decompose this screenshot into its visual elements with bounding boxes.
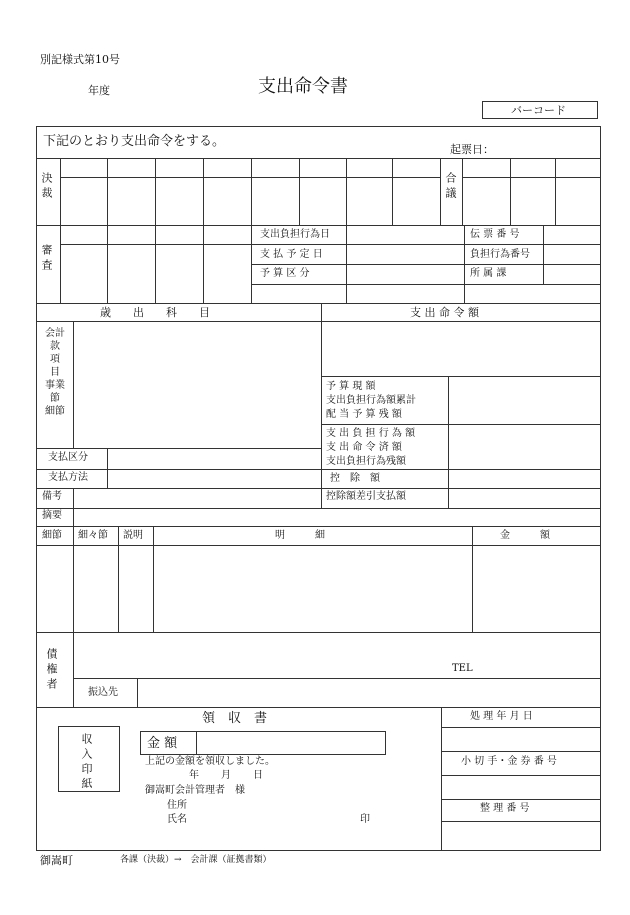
- account-label: 会計: [45, 328, 65, 339]
- tel-label: TEL: [452, 663, 473, 674]
- account-label-list: [38, 327, 72, 418]
- budget-labels: [326, 380, 416, 422]
- pay-method-label: 支払方法: [48, 472, 88, 483]
- receipt-title: 領 収 書: [202, 711, 268, 726]
- creditor-label: 債権者: [45, 648, 58, 693]
- commit-no-label: 負担行為番号: [470, 249, 530, 260]
- commit-amount-label: 支 出 負 担 行 為 額: [326, 428, 416, 439]
- account-label: 目: [50, 367, 60, 378]
- address-label: 住所: [167, 800, 187, 811]
- issue-date-label: 起票日：: [450, 143, 494, 156]
- pay-class-label: 支払区分: [48, 452, 88, 463]
- shinsa-label: 審査: [40, 244, 53, 274]
- aigi-label: 合議: [444, 172, 457, 202]
- commit-labels: [326, 427, 415, 469]
- kessai-label: 決裁: [40, 172, 53, 202]
- commit-date-label: 支出負担行為日: [260, 229, 330, 240]
- detail-header-setsumei: 説明: [123, 530, 143, 541]
- order-paid-label: 支 出 命 令 済 額: [326, 442, 402, 453]
- account-label: 項: [50, 354, 60, 365]
- dept-label: 所 属 課: [470, 268, 507, 279]
- name-label: 氏名: [167, 814, 187, 825]
- footer-town: 御嵩町: [40, 854, 73, 867]
- note-label: 備考: [42, 491, 62, 502]
- budget-current-label: 予 算 現 額: [326, 381, 376, 392]
- shishutsu-amount-header: 支 出 命 令 額: [410, 306, 479, 319]
- check-no-label: 小 切 手・金 券 番 号: [461, 756, 557, 767]
- form-id: 別記様式第10号: [40, 53, 120, 66]
- slip-no-label: 伝 票 番 号: [470, 229, 520, 240]
- year-label: 年度: [88, 84, 110, 97]
- transfer-label: 振込先: [88, 687, 118, 698]
- commit-cumulative-label: 支出負担行為額累計: [326, 395, 416, 406]
- commit-balance-label: 支出負担行為残額: [326, 456, 406, 467]
- alloc-balance-label: 配 当 予 算 残 額: [326, 409, 402, 420]
- account-label: 事業: [45, 380, 65, 391]
- account-label: 節: [50, 393, 60, 404]
- saishutsu-header: 歳 出 科 目: [100, 306, 210, 319]
- budget-class-label: 予 算 区 分: [260, 268, 310, 279]
- receipt-date: 年 月 日: [189, 770, 269, 781]
- account-label: 款: [50, 341, 60, 352]
- detail-header-kingaku: 金 額: [500, 530, 550, 541]
- footer-route: 各課（決裁）→ 会計課（証拠書類）: [120, 855, 272, 865]
- barcode-label: バーコード: [511, 104, 566, 117]
- page-title: 支出命令書: [258, 76, 348, 97]
- revenue-stamp-box: [58, 726, 120, 792]
- detail-header-saisetsu: 細節: [42, 530, 62, 541]
- account-label: 細節: [45, 406, 65, 417]
- amount-box: [140, 731, 386, 755]
- net-payment-label: 控除額差引支払額: [326, 491, 406, 502]
- revenue-stamp-label: 収入印紙: [80, 733, 93, 793]
- pay-date-label: 支 払 予 定 日: [260, 249, 323, 260]
- seal-label: 印: [360, 814, 370, 825]
- receipt-text: 上記の金額を領収しました。: [145, 756, 275, 767]
- amount-label: 金 額: [147, 736, 178, 751]
- grid-line: [36, 158, 601, 159]
- deduction-label: 控 除 額: [330, 473, 380, 484]
- barcode-box: [482, 101, 598, 119]
- detail-header-saisaisetsu: 細々節: [78, 530, 108, 541]
- process-date-label: 処 理 年 月 日: [470, 711, 533, 722]
- ref-no-label: 整 理 番 号: [480, 803, 530, 814]
- summary-label: 摘要: [42, 510, 62, 521]
- detail-header-meisai: 明 細: [275, 530, 325, 541]
- instruction-text: 下記のとおり支出命令をする。: [43, 134, 226, 149]
- manager-label: 御嵩町会計管理者 様: [145, 785, 245, 796]
